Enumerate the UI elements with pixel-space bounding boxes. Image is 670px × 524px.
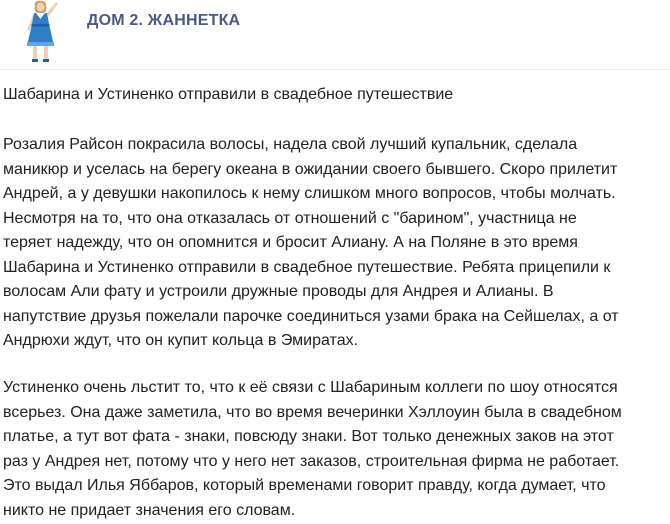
site-title[interactable]: ДОМ 2. ЖАННЕТКА <box>87 12 241 29</box>
paragraph-line: маникюр и уселась на берегу океана в ожидании своего бывшего. Скоро прилетит <box>3 160 618 178</box>
paragraph-line: платье, а тут вот фата - знаки, повсюду знаки. Вот только денежных заков на этот <box>3 428 614 445</box>
paragraph-line: Андрюхи ждут, что он купит кольца в Эмиратах. <box>3 332 359 349</box>
paragraph-line: Андрей, а у девушки накопилось к нему слишком много вопросов, чтобы молчать. <box>3 185 616 202</box>
avatar-logo[interactable] <box>18 0 64 64</box>
article-headline: Шабарина и Устиненко отправили в свадебное путешествие <box>3 86 454 103</box>
paragraph-line: всерьез. Она даже заметила, что во время вечеринки Хэллоуин была в свадебном <box>3 403 622 421</box>
paragraph-line: Розалия Райсон покрасила волосы, надела свой лучший купальник, сделала <box>3 136 578 153</box>
paragraph-line: Это выдал Илья Яббаров, который временами говорит правду, когда думает, что <box>3 477 606 494</box>
header-divider <box>0 69 670 70</box>
paragraph-line: напутствие друзья пожелали парочке соединиться узами брака на Сейшелах, а от <box>3 307 619 325</box>
article-paragraph <box>3 133 667 354</box>
paragraph-line: никто не придает значения его словам. <box>3 501 296 519</box>
paragraph-line: раз у Андрея нет, потому что у него нет заказов, строительная фирма не работает. <box>3 452 620 470</box>
paragraph-line: Несмотря на то, что она отказалась от отношений с "барином", участница не <box>3 209 577 227</box>
paragraph-line: Шабарина и Устиненко отправили в свадебное путешествие. Ребята прицепили к <box>3 258 611 276</box>
paragraph-line: теряет надежду, что он опомнится и бросит Алиану. А на Поляне в это время <box>3 234 578 251</box>
paragraph-line: Устиненко очень льстит то, что к её связи с Шабариным коллеги по шоу относятся <box>3 379 618 396</box>
site-header <box>0 0 670 70</box>
paragraph-line: волосам Али фату и устроили дружные проводы для Андрея и Алианы. В <box>3 283 554 300</box>
article-paragraph <box>3 376 667 523</box>
